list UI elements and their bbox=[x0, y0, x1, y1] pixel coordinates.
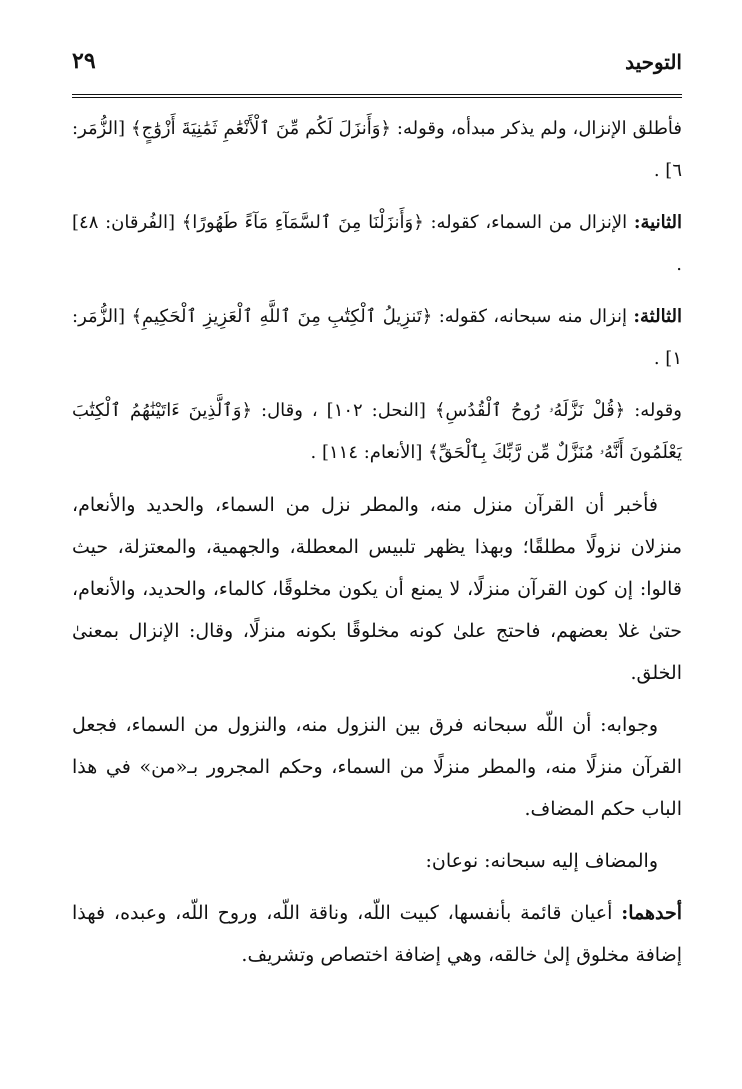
paragraph-2 bbox=[72, 202, 682, 286]
paragraph-text: وجوابه: أن اللّه سبحانه فرق بين النزول منه، والنزول من السماء، فجعل القرآن منزلًا منه، والمطر منزلًا من السماء، وحكم المجرور بـ«من» في هذا الباب حكم المضاف. bbox=[72, 714, 682, 820]
paragraph-text: وقوله: ﴿قُلْ نَزَّلَهُۥ رُوحُ ٱلْقُدُسِ﴾ [النحل: ١٠٢] ، وقال: ﴿وَٱلَّذِينَ ءَاتَيْنَٰهُمُ ٱلْكِتَٰبَ يَعْلَمُونَ أَنَّهُۥ مُنَزَّلٌ مِّن رَّبِّكَ بِٱلْحَقِّ﴾ [الأنعام: ١١٤] . bbox=[72, 400, 682, 463]
paragraph-text: والمضاف إليه سبحانه: نوعان: bbox=[425, 850, 658, 872]
paragraph-text: أعيان قائمة بأنفسها، كبيت اللّه، وناقة اللّه، وروح اللّه، وعبده، فهذا إضافة مخلوق إلىٰ خالقه، وهي إضافة اختصاص وتشريف. bbox=[72, 902, 682, 966]
running-title: التوحيد bbox=[625, 50, 682, 74]
paragraph-lead: أحدهما: bbox=[621, 902, 682, 924]
paragraph-lead: الثالثة: bbox=[633, 306, 682, 327]
page-number: ٢٩ bbox=[72, 48, 96, 74]
paragraph-lead: الثانية: bbox=[633, 212, 682, 233]
header-rule bbox=[72, 94, 682, 98]
paragraph-text: فأطلق الإنزال، ولم يذكر مبدأه، وقوله: ﴿وَأَنزَلَ لَكُم مِّنَ ٱلْأَنْعَٰمِ ثَمَٰنِيَةَ أَزْوَٰجٍ﴾ [الزُّمَر: ٦] . bbox=[72, 118, 682, 181]
paragraph-1 bbox=[72, 108, 682, 192]
page-header bbox=[72, 44, 682, 84]
paragraph-7 bbox=[72, 840, 682, 882]
paragraph-text: إنزال منه سبحانه، كقوله: ﴿تَنزِيلُ ٱلْكِتَٰبِ مِنَ ٱللَّهِ ٱلْعَزِيزِ ٱلْحَكِيمِ﴾ [الزُّمَر: ١] . bbox=[72, 306, 682, 369]
paragraph-6 bbox=[72, 704, 682, 830]
paragraph-5 bbox=[72, 484, 682, 694]
paragraph-4 bbox=[72, 390, 682, 474]
paragraph-3 bbox=[72, 296, 682, 380]
paragraph-8 bbox=[72, 892, 682, 976]
paragraph-text: الإنزال من السماء، كقوله: ﴿وَأَنزَلْنَا مِنَ ٱلسَّمَآءِ مَآءً طَهُورًا﴾ [الفُرقان: ٤٨] . bbox=[72, 212, 682, 275]
paragraph-text: فأخبر أن القرآن منزل منه، والمطر نزل من السماء، والحديد والأنعام، منزلان نزولًا مطلقًا؛ وبهذا يظهر تلبيس المعطلة، والجهمية، والمعتزلة، حيث قالوا: إن كون القرآن منزلًا، لا يمنع أن يكون مخلوقًا، كالماء، والحديد، والأنعام، حتىٰ غلا بعضهم، فاحتج علىٰ كونه مخلوقًا بكونه منزلًا، وقال: الإنزال بمعنىٰ الخلق. bbox=[72, 494, 682, 684]
page-body bbox=[72, 108, 682, 986]
